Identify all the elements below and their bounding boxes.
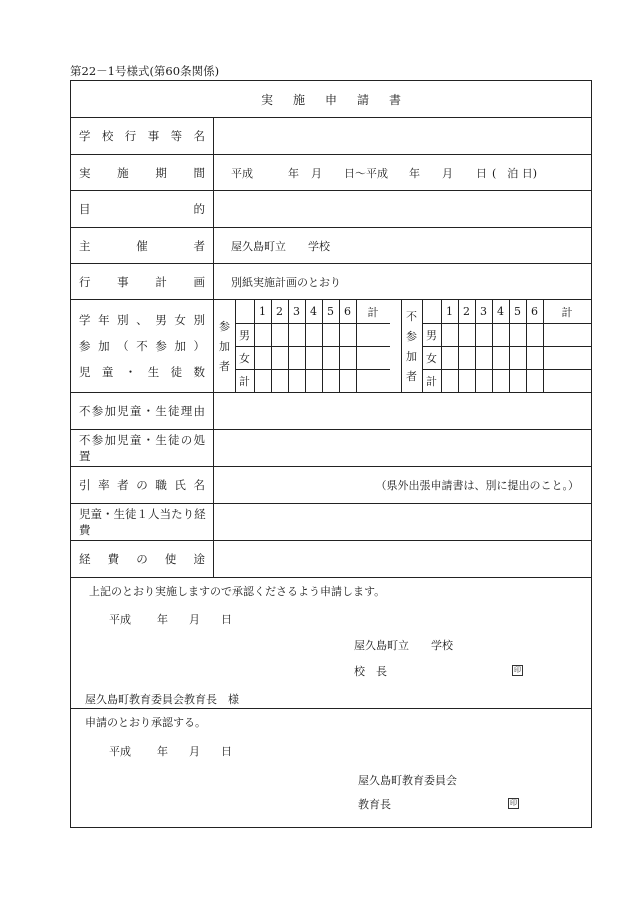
cost-field[interactable] [214,504,591,540]
nonpart-reason-row [71,393,591,430]
application-school: 屋久島町立 学校 [354,639,453,652]
participants-male-label: 男 [239,328,250,342]
nonparticipants-grade-3-header: 3 [480,305,487,318]
form-number: 第22－1号様式(第60条関係) [70,64,220,78]
application-principal: 校 長 [354,665,387,678]
usage-row [71,541,591,578]
participants-grade-4-header: 4 [310,305,317,318]
nonpart-handling-label: 不参加児童・生徒の処置 [71,430,214,466]
approval-board: 屋久島町教育委員会 [358,774,457,787]
period-field[interactable] [214,155,591,190]
participants-grade-5-header: 5 [327,305,334,318]
nonparticipants-grade-4-header: 4 [497,305,504,318]
superintendent-seal-icon: 印 [510,799,517,807]
nonparticipants-grade-6-header: 6 [531,305,538,318]
nonparticipants-grade-5-header: 5 [514,305,521,318]
period-label: 実施期間 [71,155,214,190]
nonpart-reason-label: 不参加児童・生徒理由 [71,393,214,429]
nonparticipants-male-label: 男 [426,328,437,342]
participants-grade-2-header: 2 [276,305,283,318]
purpose-field[interactable] [214,191,591,227]
grade-count-row [71,300,591,393]
period-year: 年 [288,166,299,180]
title-row [71,81,591,118]
usage-label: 経費の使途 [71,541,214,577]
leader-label: 引率者の職氏名 [71,467,214,503]
organizer-label: 主催者 [71,228,214,263]
application-form [70,80,592,828]
approval-block [71,709,591,827]
leader-note: （県外出張申請書は、別に提出のこと。） [375,479,579,492]
application-addressee: 屋久島町教育委員会教育長 様 [85,693,239,706]
leader-row [71,467,591,504]
application-statement: 上記のとおり実施しますので承認くださるよう申請します。 [89,585,386,598]
nonpart-handling-row [71,430,591,467]
participants-grade-3-header: 3 [293,305,300,318]
participants-grade-6-header: 6 [344,305,351,318]
period-nights: ( 泊 日) [492,166,538,180]
period-month: 月 [311,166,322,180]
participants-female-label: 女 [239,351,250,365]
organizer-field[interactable]: 屋久島町立 学校 [231,239,330,253]
participants-grade-1-header: 1 [259,305,266,318]
purpose-row [71,191,591,228]
period-start-era: 平成 [231,166,253,180]
form-title: 実施申請書 [260,92,421,107]
application-date-day: 日 [221,613,232,626]
plan-row [71,264,591,300]
period-day-to: 日～平成 [344,166,388,180]
nonparticipants-total-row-label: 計 [426,375,437,388]
application-date-era: 平成 [109,613,131,626]
nonparticipants-label: 不 参 加 者 [406,309,417,383]
cost-label: 児童・生徒１人当たり経費 [71,504,214,540]
nonpart-reason-field[interactable] [214,393,591,429]
organizer-row [71,228,591,264]
event-name-field[interactable] [214,118,591,154]
participants-total-header: 計 [367,305,379,319]
period-row [71,155,591,191]
grade-count-label: 学年別、男女別 参加（不参加） 児童・生徒数 [71,300,214,392]
participants-label: 参 加 者 [219,319,230,373]
period-year2: 年 [409,166,420,180]
application-date-month: 月 [189,613,200,626]
usage-field[interactable] [214,541,591,577]
grade-count-grid [214,300,591,393]
cost-row [71,504,591,541]
period-month2: 月 [442,166,453,180]
approval-statement: 申請のとおり承認する。 [85,716,206,729]
period-day2: 日 [476,166,487,180]
nonparticipants-female-label: 女 [426,351,437,365]
plan-label: 行事計画 [71,264,214,299]
approval-date-day: 日 [221,745,232,758]
nonpart-handling-field[interactable] [214,430,591,466]
application-block [71,578,591,709]
application-date-year: 年 [157,613,168,626]
approval-date-year: 年 [157,745,168,758]
participants-total-row-label: 計 [239,375,250,388]
approval-superintendent: 教育長 [358,798,391,811]
nonparticipants-grade-1-header: 1 [446,305,453,318]
nonparticipants-grade-2-header: 2 [463,305,470,318]
nonparticipants-total-header: 計 [561,305,573,319]
purpose-label: 目的 [71,191,214,227]
approval-date-month: 月 [189,745,200,758]
approval-date-era: 平成 [109,745,131,758]
event-name-label: 学校行事等名 [71,118,214,154]
principal-seal-icon: 印 [514,666,521,674]
event-name-row [71,118,591,155]
plan-field[interactable]: 別紙実施計画のとおり [231,275,341,289]
